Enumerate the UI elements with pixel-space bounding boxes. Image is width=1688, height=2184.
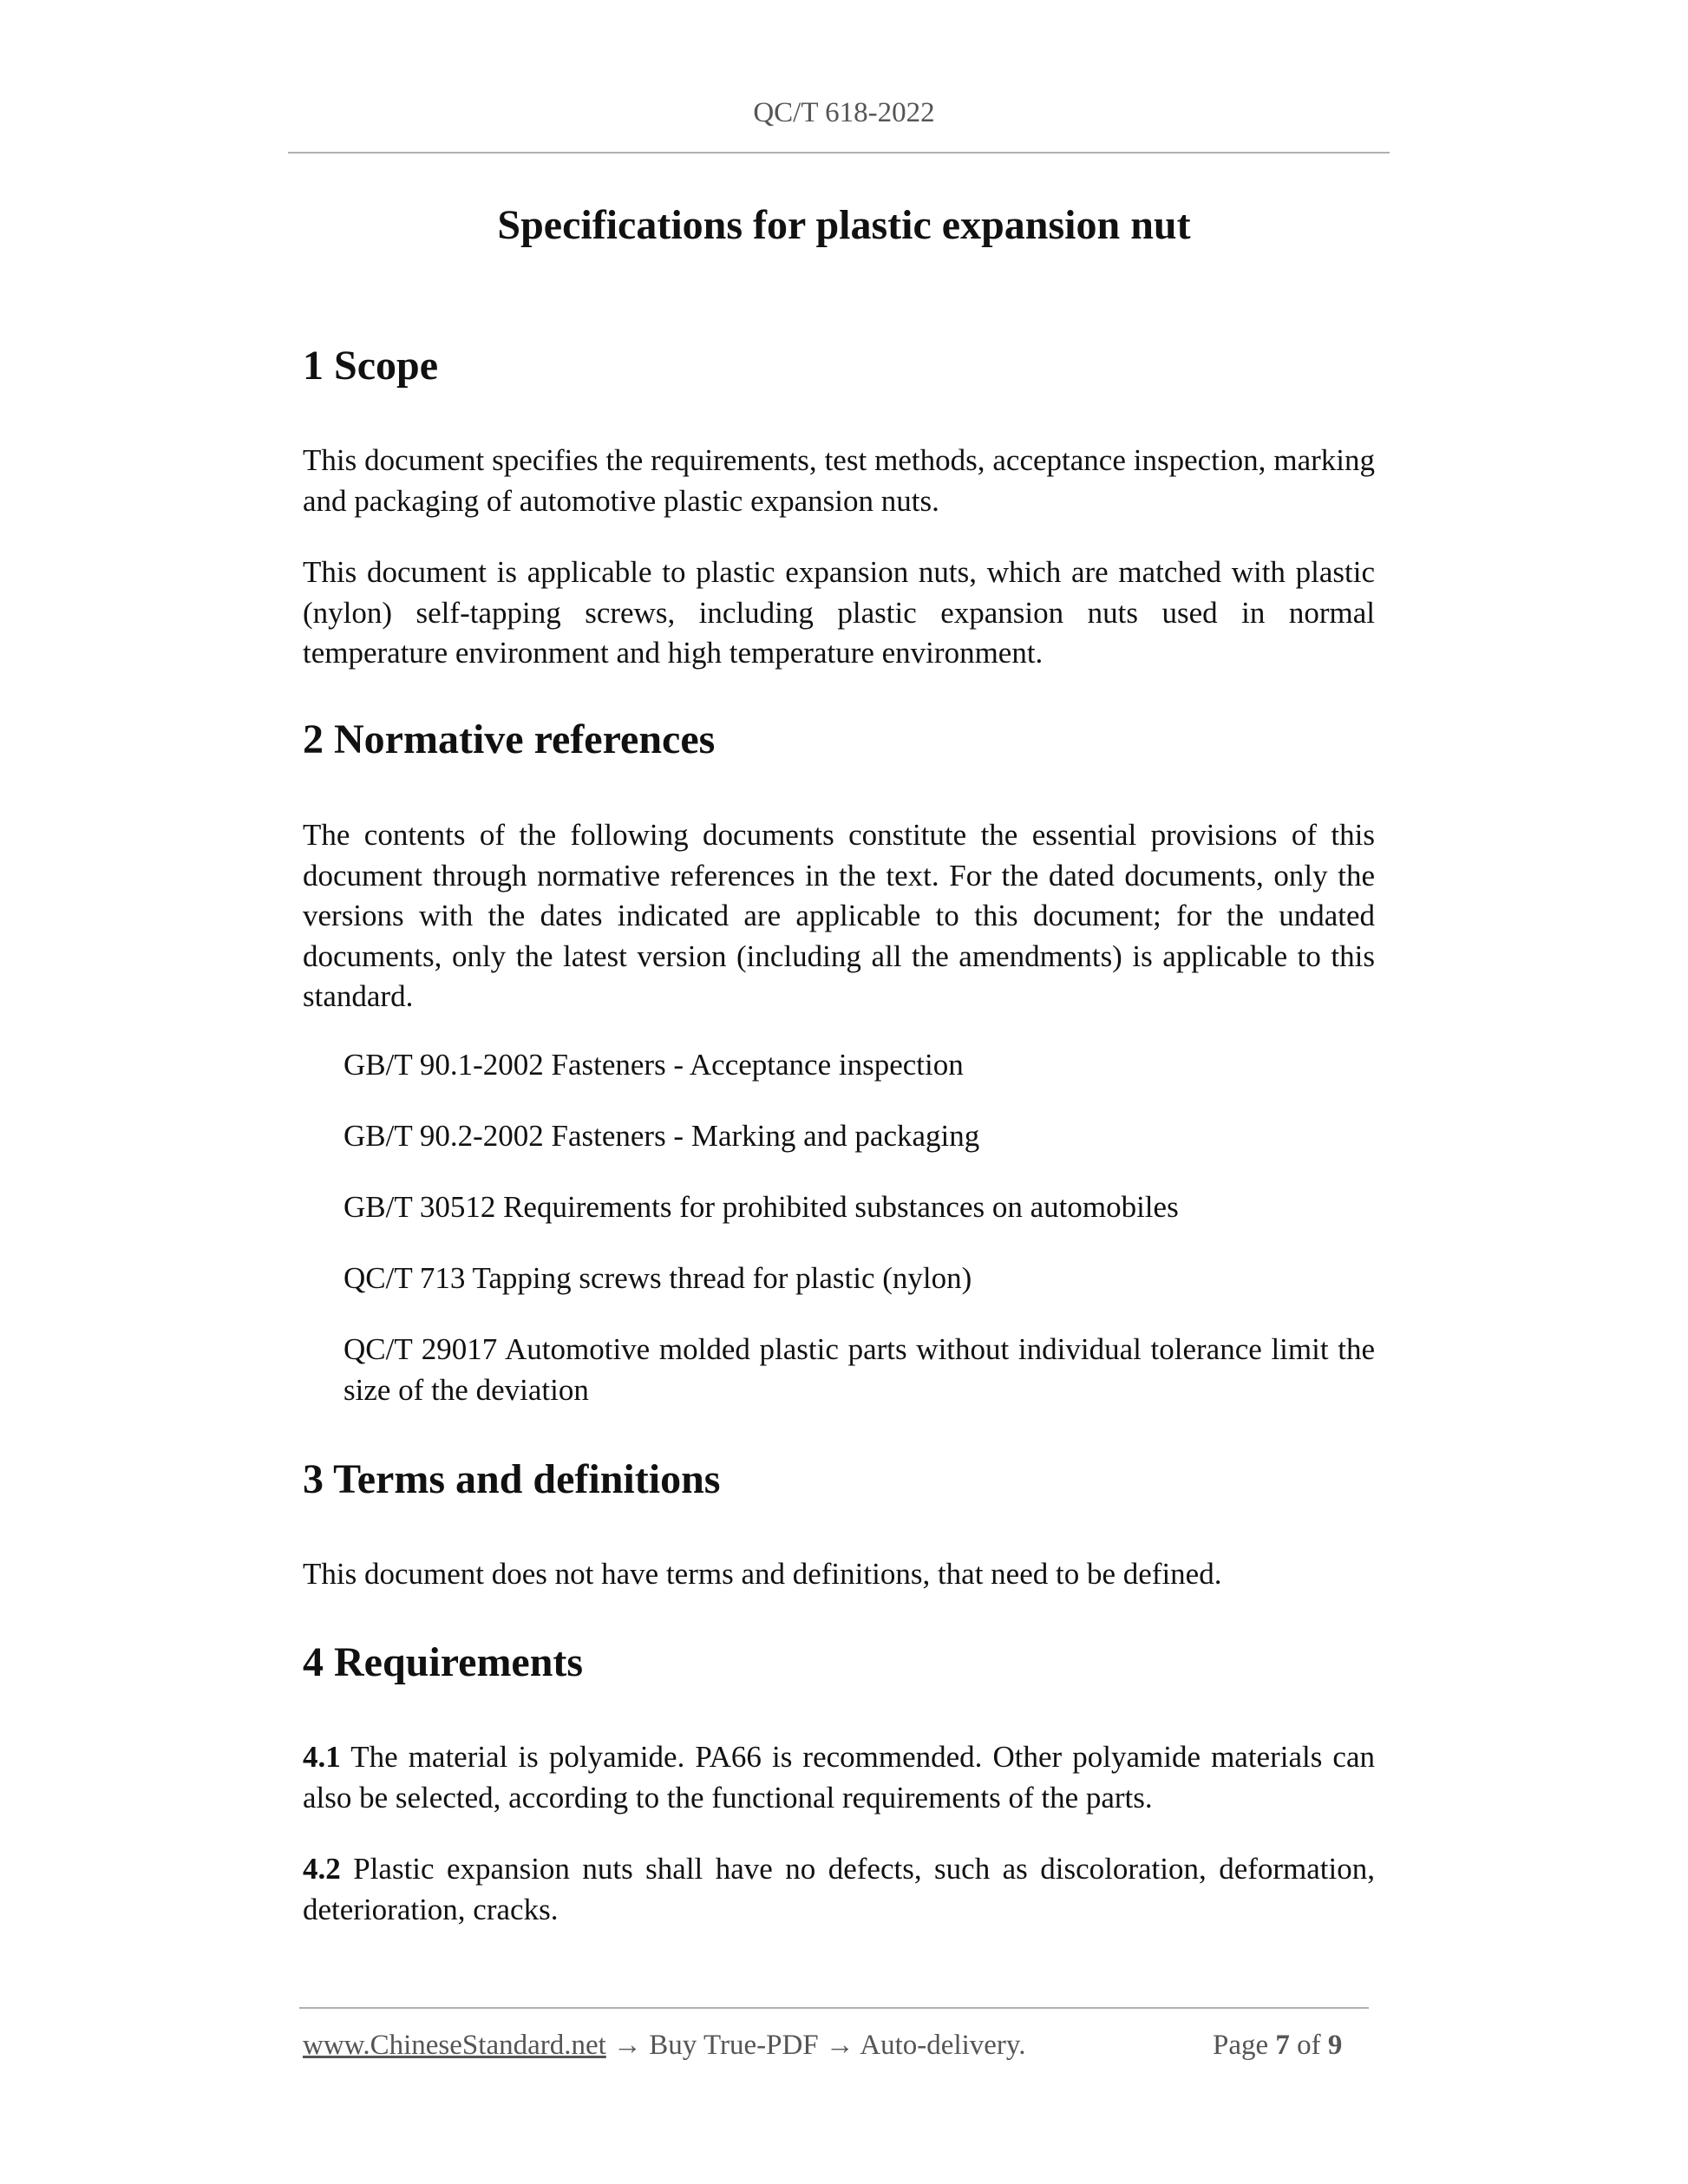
footer-divider [299,2007,1369,2009]
terms-paragraph: This document does not have terms and definitions, that need to be defined. [303,1557,1222,1591]
website-link[interactable]: www.ChineseStandard.net [303,2030,606,2061]
normative-intro-paragraph: The contents of the following documents constitute the essential provisions of this document through normative references in the text. For the dated documents, only the versions with the dates indicated are applicable to this document; for the undated documents, only the latest version (including all the amendments) is applicable to this standard. [303,818,1375,1013]
clause-text: The material is polyamide. PA66 is recommended. Other polyamide materials can also be selected, according to the functional requirements of the parts. [303,1740,1375,1815]
document-title: Specifications for plastic expansion nut [497,202,1191,248]
reference-item: QC/T 713 Tapping screws thread for plastic (nylon) [343,1261,972,1295]
requirement-clause-4-1 [303,1737,1375,1818]
footer-promo [303,2030,1026,2062]
clause-text: Plastic expansion nuts shall have no defects, such as discoloration, deformation, deterioration, cracks. [303,1852,1376,1926]
document-code-header: QC/T 618-2022 [753,97,935,128]
reference-item: GB/T 90.1-2002 Fasteners - Acceptance inspection [343,1048,964,1082]
footer-promo-text: → Buy True-PDF → Auto-delivery. [613,2030,1026,2061]
reference-item: QC/T 29017 Automotive molded plastic parts without individual tolerance limit the size of the deviation [343,1332,1375,1407]
clause-number: 4.2 [303,1852,341,1886]
page-of-label: of [1297,2030,1321,2061]
section-heading-normative-references: 2 Normative references [303,716,716,762]
section-heading-terms: 3 Terms and definitions [303,1456,721,1502]
scope-paragraph-2: This document is applicable to plastic expansion nuts, which are matched with plastic (nylon) self-tapping screws, including plastic expansion nuts used in normal temperature environment and high temperature environment. [303,555,1375,670]
scope-paragraph-1: This document specifies the requirements, test methods, acceptance inspection, marking and packaging of automotive plastic expansion nuts. [303,443,1375,518]
reference-item: GB/T 90.2-2002 Fasteners - Marking and packaging [343,1119,980,1153]
current-page-number: 7 [1275,2030,1290,2061]
page-label: Page [1213,2030,1269,2061]
section-heading-scope: 1 Scope [303,343,438,389]
clause-number: 4.1 [303,1740,341,1774]
section-heading-requirements: 4 Requirements [303,1639,584,1685]
requirement-clause-4-2 [303,1849,1375,1930]
page-indicator [1213,2030,1342,2062]
total-page-count: 9 [1327,2030,1343,2061]
reference-item: GB/T 30512 Requirements for prohibited substances on automobiles [343,1190,1179,1224]
header-divider [288,152,1390,154]
